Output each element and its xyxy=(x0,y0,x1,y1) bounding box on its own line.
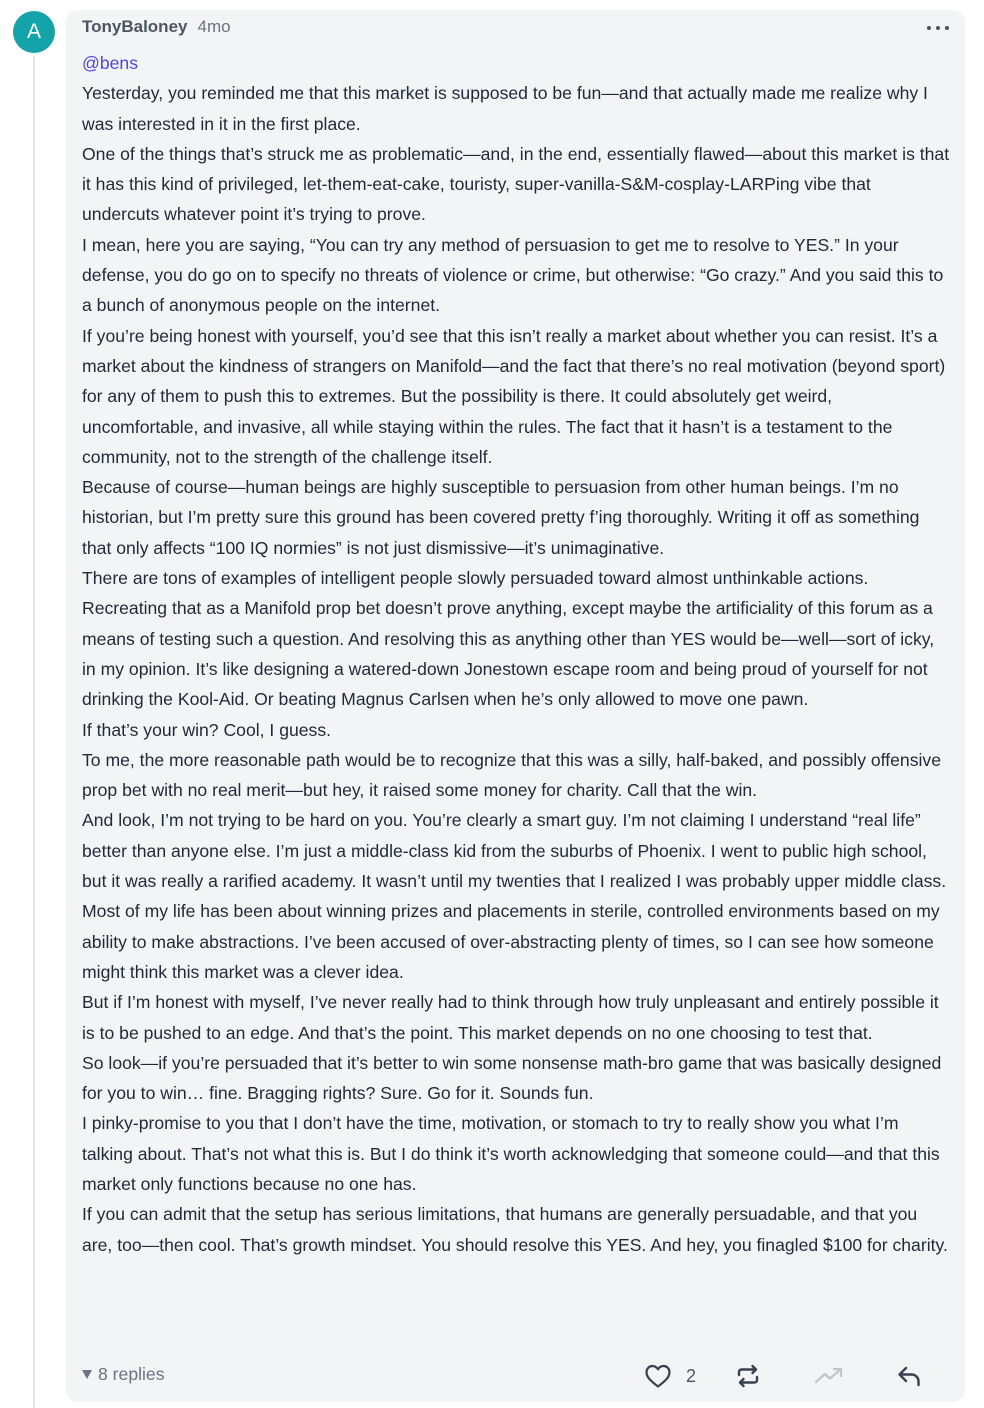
comment-paragraph: I pinky-promise to you that I don’t have the time, motivation, or stomach to try to really show you what I’m talking about. That’s not what this is. But I do think it’s worth acknowledging that someone could—and that this market only functions because no one has. xyxy=(82,1113,940,1194)
repost-button[interactable] xyxy=(734,1360,762,1392)
toggle-replies-button[interactable] xyxy=(82,1364,165,1385)
comment-paragraph: If you’re being honest with yourself, you’d see that this isn’t really a market about whether you can resist. It’s a market about the kindness of strangers on Manifold—and the fact that there’s no real motivation (beyond sport) for any of them to push this to extremes. But the possibility is there. It could absolutely get weird, uncomfortable, and invasive, all while staying within the rules. The fact that it hasn’t is a testament to the community, not to the strength of the challenge itself. xyxy=(82,325,946,467)
trend-button[interactable] xyxy=(814,1360,844,1392)
comment-paragraph: If that’s your win? Cool, I guess. xyxy=(82,719,332,740)
username[interactable]: TonyBaloney xyxy=(82,17,188,36)
comment-footer xyxy=(66,1356,965,1396)
trending-up-icon xyxy=(814,1365,844,1387)
comment-paragraph: I mean, here you are saying, “You can try any method of persuasion to get me to resolve to YES.” In your defense, you do go on to specify no threats of violence or crime, but otherwise: “Go crazy.” And you said this to a bunch of anonymous people on the internet. xyxy=(82,234,944,316)
comment-card xyxy=(66,10,965,1402)
comment-body xyxy=(82,48,952,1260)
comment-paragraph: But if I’m honest with myself, I’ve never really had to think through how truly unpleasant and entirely possible it is to be pushed to an edge. And that’s the point. This market depends on no one choosing to test that. xyxy=(82,992,939,1043)
like-count: 2 xyxy=(686,1365,697,1386)
comment-paragraph: To me, the more reasonable path would be to recognize that this was a silly, half-baked, and possibly offensive prop bet with no real merit—but hey, it raised some money for charity. Call that the win. xyxy=(82,749,941,801)
caret-down-icon xyxy=(82,1370,92,1379)
more-horizontal-icon xyxy=(927,26,931,30)
more-horizontal-icon xyxy=(945,26,949,30)
thread-line xyxy=(33,56,35,1408)
more-options-button[interactable] xyxy=(927,20,949,36)
reply-arrow-icon xyxy=(896,1364,922,1388)
comment-header xyxy=(82,17,231,41)
avatar[interactable]: A xyxy=(13,11,55,53)
comment-paragraph: Yesterday, you reminded me that this market is supposed to be fun—and that actually made me realize why I was interested in it in the first place. xyxy=(82,83,928,134)
replies-label: 8 replies xyxy=(98,1364,165,1384)
comment-paragraph: Because of course—human beings are highly susceptible to persuasion from other human beings. I’m no historian, but I’m pretty sure this ground has been covered pretty f’ing thoroughly. Writing it off as something that only affects “100 IQ normies” is not just dismissive—it’s unimaginative. xyxy=(82,477,920,558)
repost-icon xyxy=(734,1364,762,1388)
more-horizontal-icon xyxy=(936,26,940,30)
user-mention-link[interactable]: @bens xyxy=(82,53,139,73)
comment-paragraph: So look—if you’re persuaded that it’s better to win some nonsense math-bro game that was basically designed for you to win… fine. Bragging rights? Sure. Go for it. Sounds fun. xyxy=(82,1052,942,1104)
heart-icon xyxy=(644,1363,672,1389)
comment-paragraph: There are tons of examples of intelligent people slowly persuaded toward almost unthinkable actions. Recreating that as a Manifold prop bet doesn’t prove anything, except maybe the artificiality of this forum as a means of testing such a question. And resolving this as anything other than YES would be—well—sort of icky, in my opinion. It’s like designing a watered-down Jonestown escape room and being proud of yourself for not drinking the Kool-Aid. Or beating Magnus Carlsen when he’s only allowed to move one pawn. xyxy=(82,568,935,710)
comment-paragraph: One of the things that’s struck me as problematic—and, in the end, essentially flawed—about this market is that it has this kind of privileged, let-them-eat-cake, touristy, super-vanilla-S&M-cosplay-LARPing vibe that undercuts whatever point it’s trying to prove. xyxy=(82,143,950,225)
reply-button[interactable] xyxy=(896,1360,922,1392)
comment-paragraph: If you can admit that the setup has serious limitations, that humans are generally persuadable, and that you are, too—then cool. That’s growth mindset. You should resolve this YES. And hey, you finagled $100 for charity. xyxy=(82,1204,948,1255)
comment-paragraph: And look, I’m not trying to be hard on you. You’re clearly a smart guy. I’m not claiming I understand “real life” better than anyone else. I’m just a middle-class kid from the suburbs of Phoenix. I went to public high school, but it was really a rarified academy. It wasn’t until my twenties that I realized I was probably upper middle class. Most of my life has been about winning prizes and placements in sterile, controlled environments based on my ability to make abstractions. I’ve been accused of over-abstracting plenty of times, so I can see how someone might think this market was a clever idea. xyxy=(82,810,947,982)
like-button[interactable] xyxy=(644,1360,696,1392)
time-ago[interactable]: 4mo xyxy=(197,17,231,36)
